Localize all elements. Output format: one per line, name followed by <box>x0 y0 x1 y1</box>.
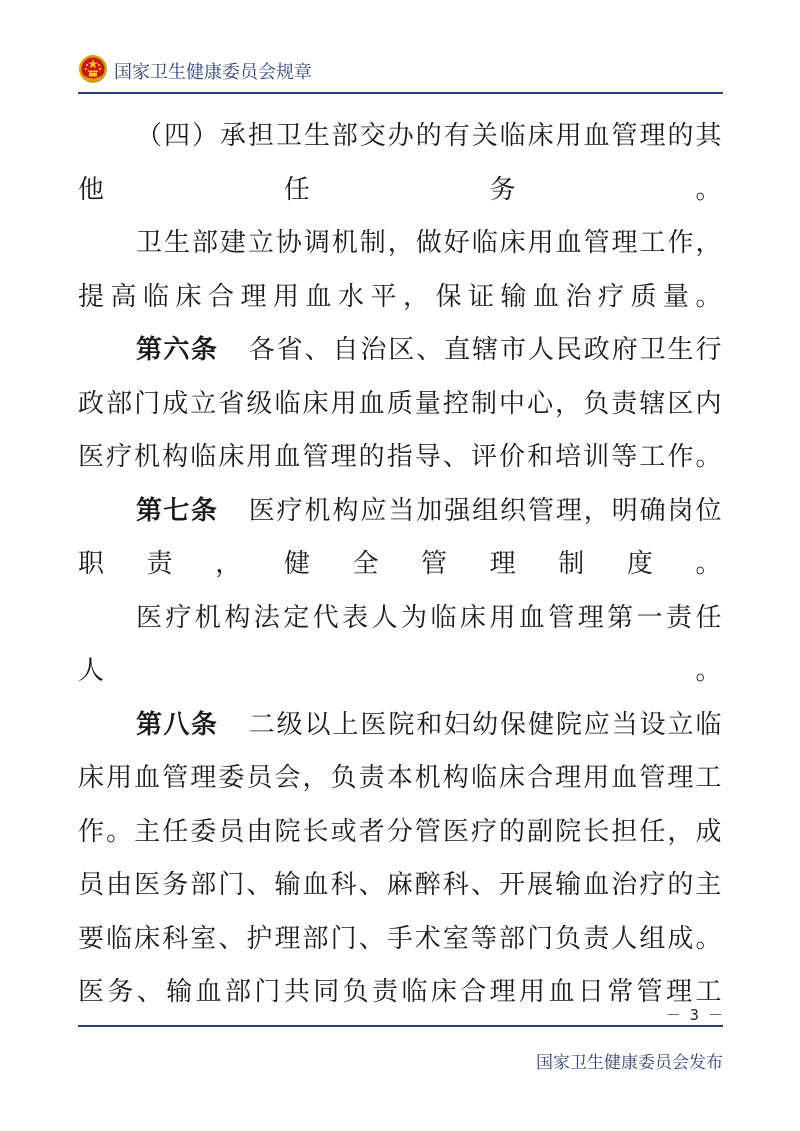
paragraph <box>78 592 723 699</box>
paragraph-text: （四）承担卫生部交办的有关临床用血管理的其他任务。 <box>78 121 723 205</box>
article-paragraph <box>78 485 723 592</box>
paragraph <box>78 110 723 217</box>
footer-publisher: 国家卫生健康委员会发布 <box>536 1053 723 1073</box>
document-body <box>78 110 723 1020</box>
paragraph-text: 卫生部建立协调机制，做好临床用血管理工作，提高临床合理用血水平，保证输血治疗质量。 <box>78 228 723 312</box>
paragraph-text: 各省、自治区、直辖市人民政府卫生行政部门成立省级临床用血质量控制中心，负责辖区内医疗机构临床用血管理的指导、评价和培训等工作。 <box>78 335 723 472</box>
paragraph-text: 二级以上医院和妇幼保健院应当设立临床用血管理委员会，负责本机构临床合理用血管理工作。主任委员由院长或者分管医疗的副院长担任，成员由医务部门、输血科、麻醉科、开展输血治疗的主要临床科室、护理部门、手术室等部门负责人组成。医务、输血部门共同负责临床合理用血日常管理工 <box>78 709 723 1007</box>
paragraph-text: 医疗机构应当加强组织管理，明确岗位职责，健全管理制度。 <box>78 495 723 579</box>
header-title: 国家卫生健康委员会规章 <box>114 62 312 83</box>
page-header <box>78 50 723 90</box>
article-number: 第六条 <box>136 335 219 365</box>
article-number: 第八条 <box>136 709 219 740</box>
article-number: 第七条 <box>136 495 219 526</box>
paragraph <box>78 217 723 324</box>
footer-divider <box>78 1025 723 1027</box>
paragraph-text: 医疗机构法定代表人为临床用血管理第一责任人。 <box>78 602 723 686</box>
page-number: － 3 － <box>665 1006 723 1024</box>
article-paragraph <box>78 324 723 485</box>
national-emblem-icon <box>78 54 108 84</box>
article-paragraph <box>78 699 723 1020</box>
header-divider <box>78 92 723 94</box>
